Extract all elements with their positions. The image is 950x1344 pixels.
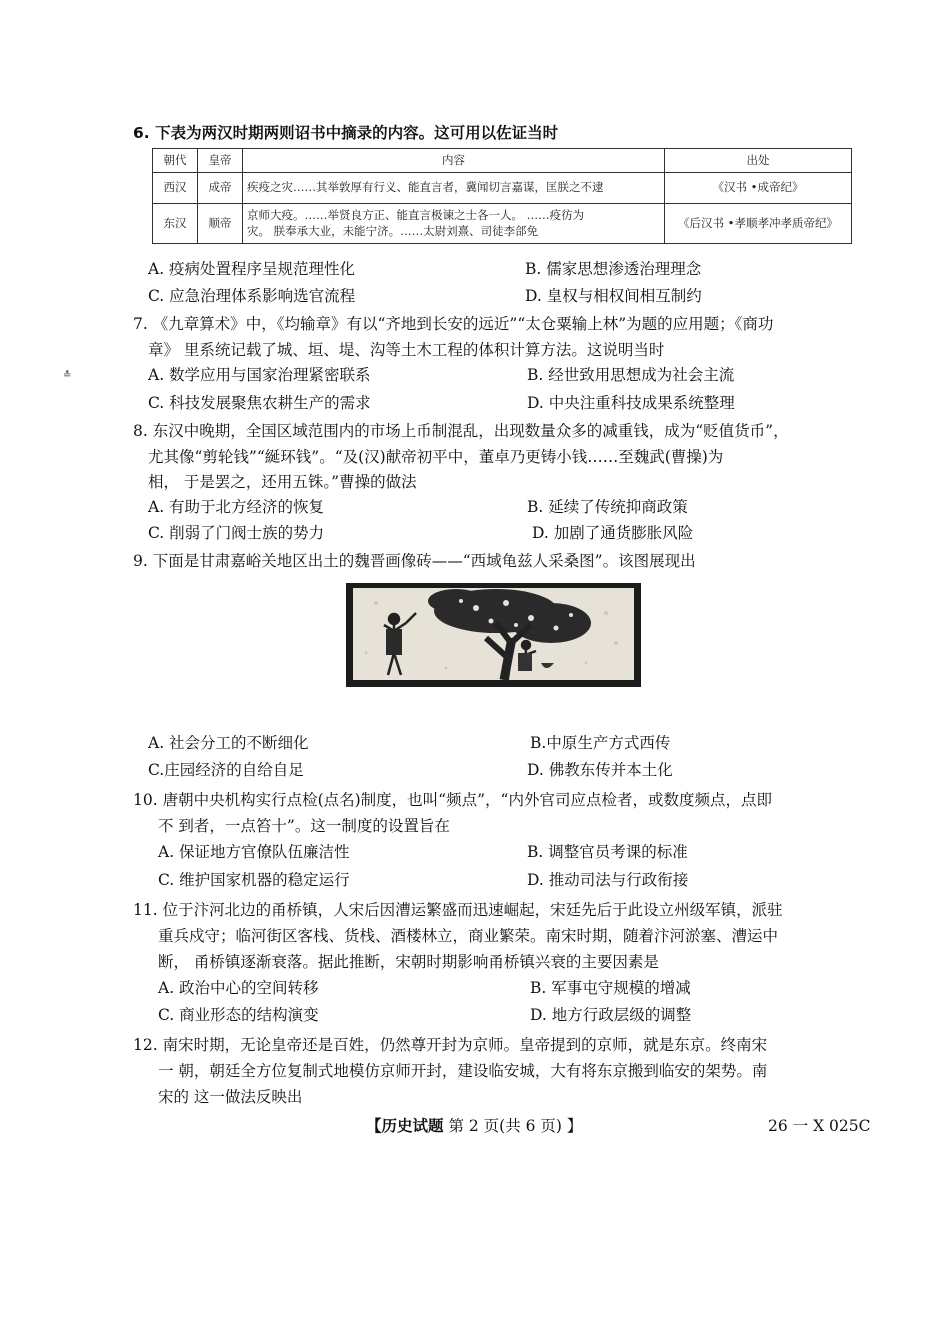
q7-stem-line-2: 章》 里系统记载了城、垣、堤、沟等土木工程的体积计算方法。这说明当时 bbox=[148, 341, 665, 359]
q6-option-a: A. 疫病处置程序呈规范理性化 bbox=[148, 260, 356, 278]
q8-stem-line-2: 尤其像“剪轮钱”“綖环钱”。“及(汉)献帝初平中，董卓乃更铸小钱……至魏武(曹操)为 bbox=[148, 448, 724, 466]
q8-option-a: A. 有助于北方经济的恢复 bbox=[148, 498, 325, 516]
mural-brick-image bbox=[346, 583, 641, 687]
header-content: 内容 bbox=[243, 149, 665, 173]
q11-stem-line-3: 断， 甬桥镇逐渐衰落。据此推断，宋朝时期影响甬桥镇兴衰的主要因素是 bbox=[158, 953, 659, 971]
q7-option-c: C. 科技发展聚焦农耕生产的需求 bbox=[148, 394, 371, 412]
edict-table bbox=[152, 148, 852, 244]
q8-stem-line-1: 8. 东汉中晚期，全国区域范围内的市场上币制混乱，出现数量众多的减重钱，成为“贬值货币”， bbox=[133, 422, 789, 440]
q7-option-a: A. 数学应用与国家治理紧密联系 bbox=[148, 366, 371, 384]
q6-option-d: D. 皇权与相权间相互制约 bbox=[525, 287, 702, 305]
cell-content-line-2: 灾。 朕奉承大业，未能宁济。……太尉刘熹、司徒李郃免 bbox=[247, 224, 539, 239]
cell-source: 《后汉书 •孝顺孝冲孝质帝纪》 bbox=[665, 203, 852, 243]
q8-stem-line-3: 相， 于是罢之，还用五铢。”曹操的做法 bbox=[148, 473, 417, 491]
q9-option-b: B.中原生产方式西传 bbox=[530, 734, 671, 752]
q11-option-d: D. 地方行政层级的调整 bbox=[530, 1006, 692, 1024]
header-emperor: 皇帝 bbox=[198, 149, 243, 173]
mulberry-picking-picture bbox=[346, 583, 641, 687]
q11-stem-line-1: 11. 位于汴河北边的甬桥镇，人宋后因漕运繁盛而迅速崛起，宋廷先后于此设立州级军镇，派驻 bbox=[133, 901, 783, 919]
q10-option-d: D. 推动司法与行政衔接 bbox=[527, 871, 689, 889]
q7-stem-line-1: 7. 《九章算术》中，《均输章》有以“齐地到长安的远近”“太仓粟输上林”为题的应用题；《商功 bbox=[133, 315, 774, 333]
footer-page-number: 第 2 页(共 6 页) 】 bbox=[443, 1117, 583, 1135]
q9-option-a: A. 社会分工的不断细化 bbox=[148, 734, 309, 752]
q8-option-d: D. 加剧了通货膨胀风险 bbox=[532, 524, 694, 542]
q10-stem-line-2: 不 到者，一点笞十”。这一制度的设置旨在 bbox=[158, 817, 450, 835]
q10-option-b: B. 调整官员考课的标准 bbox=[527, 843, 688, 861]
q10-option-a: A. 保证地方官僚队伍廉洁性 bbox=[158, 843, 350, 861]
q11-stem-line-2: 重兵戍守；临河街区客栈、货栈、酒楼林立，商业繁荣。南宋时期，随着汴河淤塞、漕运中 bbox=[158, 927, 779, 945]
footer-subject: 【历史试题 bbox=[366, 1117, 444, 1135]
header-source: 出处 bbox=[665, 149, 852, 173]
q6-stem: 6. 下表为两汉时期两则诏书中摘录的内容。这可用以佐证当时 bbox=[133, 124, 559, 142]
footer-exam-code: 26 一 X 025C bbox=[768, 1117, 871, 1135]
table-row bbox=[153, 203, 852, 243]
q12-stem-line-3: 宋的 这一做法反映出 bbox=[158, 1088, 303, 1106]
footer-page-label bbox=[366, 1114, 582, 1136]
cell-content bbox=[243, 203, 665, 243]
q10-stem-line-1: 10. 唐朝中央机构实行点检(点名)制度，也叫“频点”，“内外官司应点检者，或数度频点，点即 bbox=[133, 791, 772, 809]
q8-option-b: B. 延续了传统抑商政策 bbox=[527, 498, 688, 516]
q9-option-c: C.庄园经济的自给自足 bbox=[148, 761, 304, 779]
cell-emperor: 成帝 bbox=[198, 172, 243, 203]
q11-option-c: C. 商业形态的结构演变 bbox=[158, 1006, 319, 1024]
q11-option-a: A. 政治中心的空间转移 bbox=[158, 979, 319, 997]
table-row bbox=[153, 172, 852, 203]
q9-option-d: D. 佛教东传并本土化 bbox=[527, 761, 673, 779]
q7-option-d: D. 中央注重科技成果系统整理 bbox=[527, 394, 735, 412]
cell-source: 《汉书 •成帝纪》 bbox=[665, 172, 852, 203]
cell-emperor: 顺帝 bbox=[198, 203, 243, 243]
q9-stem: 9. 下面是甘肃嘉峪关地区出土的魏晋画像砖——“西域龟兹人采桑图”。该图展现出 bbox=[133, 552, 696, 570]
q11-option-b: B. 军事屯守规模的增减 bbox=[530, 979, 691, 997]
cell-content: 疾疫之灾……其举敦厚有行义、能直言者，冀闻切言嘉谋，匡朕之不逮 bbox=[243, 172, 665, 203]
cell-dynasty: 东汉 bbox=[153, 203, 198, 243]
q6-option-b: B. 儒家思想渗透治理理念 bbox=[525, 260, 702, 278]
q7-option-b: B. 经世致用思想成为社会主流 bbox=[527, 366, 735, 384]
q12-stem-line-1: 12. 南宋时期，无论皇帝还是百姓，仍然尊开封为京师。皇帝提到的京师，就是东京。终南宋 bbox=[133, 1036, 768, 1054]
cell-dynasty: 西汉 bbox=[153, 172, 198, 203]
q12-stem-line-2: 一 朝，朝廷全方位复制式地模仿京师开封，建设临安城，大有将东京搬到临安的架势。南 bbox=[158, 1062, 768, 1080]
margin-mark: ≛ bbox=[63, 370, 72, 381]
header-dynasty: 朝代 bbox=[153, 149, 198, 173]
q6-option-c: C. 应急治理体系影响选官流程 bbox=[148, 287, 356, 305]
q8-option-c: C. 削弱了门阀士族的势力 bbox=[148, 524, 325, 542]
q10-option-c: C. 维护国家机器的稳定运行 bbox=[158, 871, 350, 889]
cell-content-line-1: 京师大疫。……举贤良方正、能直言极谏之士各一人。 ……疫彷为 bbox=[247, 207, 585, 222]
table-header-row bbox=[153, 149, 852, 173]
